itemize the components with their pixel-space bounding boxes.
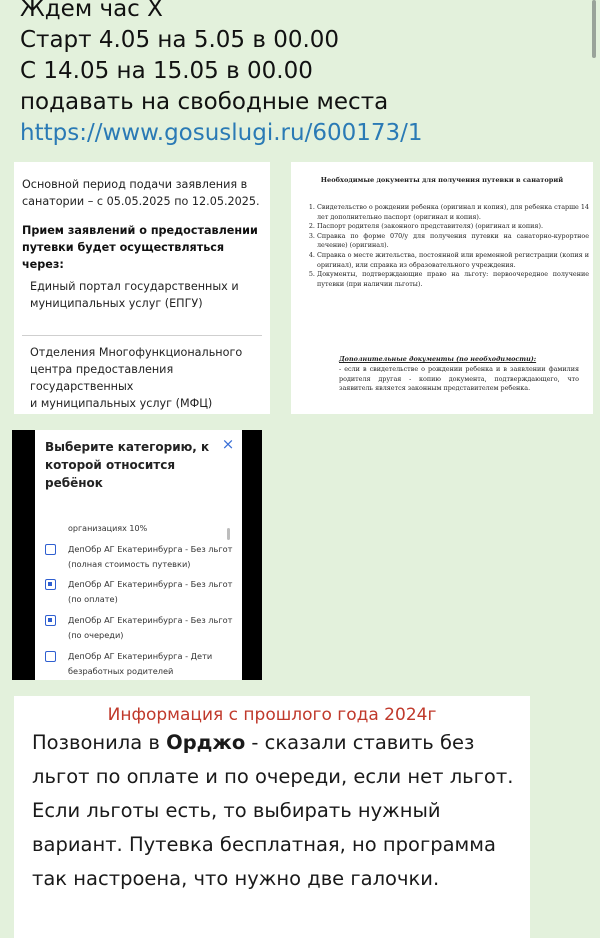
gosuslugi-link[interactable]: https://www.gosuslugi.ru/600173/1 <box>20 120 423 146</box>
document-item: 3. Справка по форме 070/у для получения путевки на санаторно-курортное лечение) (оригинал). <box>317 232 589 251</box>
message-line: подавать на свободные места <box>20 89 389 115</box>
info-body-bold: Орджо <box>166 731 246 754</box>
period-text: Основной период подачи заявления в санатории – с 05.05.2025 по 12.05.2025. <box>22 178 260 208</box>
previous-option-text: организациях 10% <box>68 524 148 533</box>
info-body <box>32 726 528 896</box>
checkbox-checked[interactable] <box>45 615 56 626</box>
document-item: 1. Свидетельство о рождении ребенка (оригинал и копия), для ребенка старше 14 лет дополнительно паспорт (оригинал и копия). <box>317 203 589 222</box>
option-label: ДепОбр АГ Екатеринбурга - Без льгот (по очереди) <box>68 615 233 640</box>
category-dialog <box>35 430 242 680</box>
option-label: ДепОбр АГ Екатеринбурга - Без льгот (полная стоимость путевки) <box>68 544 233 569</box>
message-line: Ждем час Х <box>20 0 163 22</box>
mfc-line: Отделения Многофункционального <box>30 346 243 359</box>
mfc-line: и муниципальных услуг (МФЦ) <box>30 397 213 410</box>
chat-scrollbar[interactable] <box>592 0 596 58</box>
document-item: 4. Справка о месте жительства, постоянной или временной регистрации (копия и оригинал), или справка из образовательного учреждения. <box>317 251 589 270</box>
divider <box>22 335 262 336</box>
message-line: Старт 4.05 на 5.05 в 00.00 <box>20 27 340 53</box>
category-selection-image[interactable] <box>12 430 262 680</box>
category-option[interactable] <box>45 577 235 611</box>
message-text <box>20 0 580 149</box>
checkbox[interactable] <box>45 651 56 662</box>
document-item: 2. Паспорт родителя (законного представителя) (оригинал и копия). <box>317 222 589 232</box>
close-icon[interactable]: × <box>221 435 235 453</box>
epgu-option: Единый портал государственных и муниципальных услуг (ЕПГУ) <box>30 280 239 310</box>
option-label: ДепОбр АГ Екатеринбурга - Дети безработных родителей <box>68 651 213 676</box>
application-period-image[interactable] <box>14 162 270 414</box>
application-heading: Прием заявлений о предоставлении путевки будет осуществляться через: <box>22 224 258 271</box>
checkbox[interactable] <box>45 544 56 555</box>
year-label: Информация с прошлого года 2024г <box>107 705 437 725</box>
previous-year-info-image[interactable] <box>14 696 530 938</box>
documents-list <box>305 203 589 289</box>
category-heading: Выберите категорию, к которой относится ребёнок <box>45 440 210 490</box>
mfc-line: центра предоставления <box>30 363 174 376</box>
message-line: С 14.05 на 15.05 в 00.00 <box>20 58 313 84</box>
mfc-line: государственных <box>30 380 134 393</box>
additional-documents-title: Дополнительные документы (по необходимости): <box>339 355 537 363</box>
info-body-rest: - сказали ставить без льгот по оплате и по очереди, если нет льгот. Если льготы есть, то выбирать нужный вариант. Путевка бесплатная, но программа так настроена, что нужно две галочки. <box>32 731 514 890</box>
mfc-option <box>30 344 266 412</box>
category-option[interactable] <box>45 613 235 647</box>
document-item: 5. Документы, подтверждающие право на льготу: первоочередное получение путевки (при наличии льготы). <box>317 270 589 289</box>
option-label: ДепОбр АГ Екатеринбурга - Без льгот (по оплате) <box>68 579 233 604</box>
additional-documents-text: - если в свидетельстве о рождении ребенка и в заявлении фамилия родителя другая - копию документа, подтверждающего, что заявитель является законным представителем ребенка. <box>339 365 579 393</box>
documents-title: Необходимые документы для получения путевки в санаторий <box>320 176 564 184</box>
category-option[interactable] <box>45 649 235 680</box>
checkbox-checked[interactable] <box>45 579 56 590</box>
required-documents-image[interactable] <box>291 162 593 414</box>
info-body-prefix: Позвонила в <box>32 731 167 754</box>
category-option[interactable] <box>45 542 235 576</box>
list-scrollbar[interactable] <box>227 528 230 540</box>
